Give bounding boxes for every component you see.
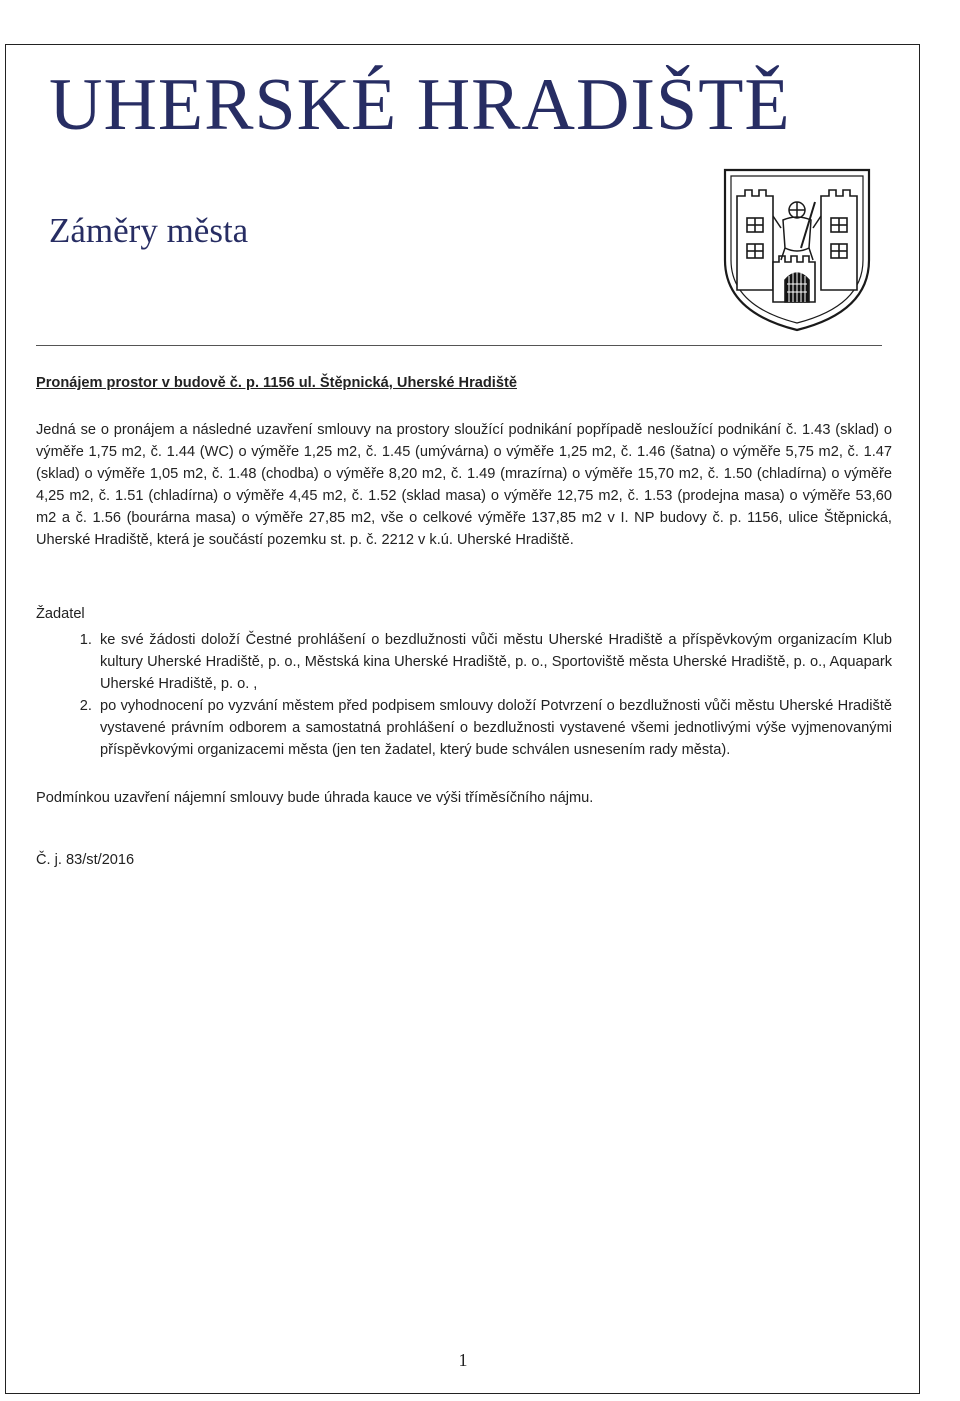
applicant-label: Žadatel bbox=[36, 606, 85, 622]
document-body bbox=[36, 372, 892, 871]
page-number: 1 bbox=[458, 1350, 468, 1370]
applicant-conditions-list bbox=[36, 629, 892, 761]
list-item: 1. ke své žádosti doloží Čestné prohlášení o bezdlužnosti vůči městu Uherské Hradiště a příspěvkovým organizacím Klub kultury Uherské Hradiště, p. o., Městská kina Uherské Hradiště, p. o., Sportoviště města Uherské Hradiště, p. o., Aquapark Uherské Hradiště, p. o. , bbox=[96, 629, 892, 695]
city-title: UHERSKÉ HRADIŠTĚ bbox=[49, 64, 791, 146]
notice-heading: Pronájem prostor v budově č. p. 1156 ul. Štěpnická, Uherské Hradiště bbox=[36, 375, 517, 391]
rental-description: Jedná se o pronájem a následné uzavření smlouvy na prostory sloužící podnikání popřípadě nesloužící podnikání č. 1.43 (sklad) o výměře 1,75 m2, č. 1.44 (WC) o výměře 1,25 m2, č. 1.45 (umývárna) o výměře 1,25 m2, č. 1.46 (šatna) o výměře 5,75 m2, č. 1.47 (sklad) o výměře 1,05 m2, č. 1.48 (chodba) o výměře 8,20 m2, č. 1.49 (mrazírna) o výměře 15,70 m2, č. 1.50 (chladírna) o výměře 4,25 m2, č. 1.51 (chladírna) o výměře 4,45 m2, č. 1.52 (sklad masa) o výměře 12,75 m2, č. 1.53 (prodejna masa) o výměře 53,60 m2 a č. 1.56 (bourárna masa) o výměře 27,85 m2, vše o celkové výměře 137,85 m2 v I. NP budovy č. p. 1156, ulice Štěpnická, Uherské Hradiště, která je součástí pozemku st. p. č. 2212 v k.ú. Uherské Hradiště. bbox=[36, 422, 892, 548]
coat-of-arms-icon bbox=[717, 162, 877, 334]
reference-number: Č. j. 83/st/2016 bbox=[36, 852, 135, 868]
header-divider bbox=[36, 345, 882, 346]
list-item: 2. po vyhodnocení po vyzvání městem před podpisem smlouvy doloží Potvrzení o bezdlužnosti vůči městu Uherské Hradiště vystavené právním odborem a samostatná prohlášení o bezdlužnosti vystavené všemi jednotlivými výše vyjmenovanými příspěvkovými organizacemi města (jen ten žadatel, který bude schválen usnesením rady města). bbox=[96, 695, 892, 761]
section-title: Záměry města bbox=[49, 211, 249, 250]
deposit-condition: Podmínkou uzavření nájemní smlouvy bude úhrada kauce ve výši tříměsíčního nájmu. bbox=[36, 790, 594, 806]
